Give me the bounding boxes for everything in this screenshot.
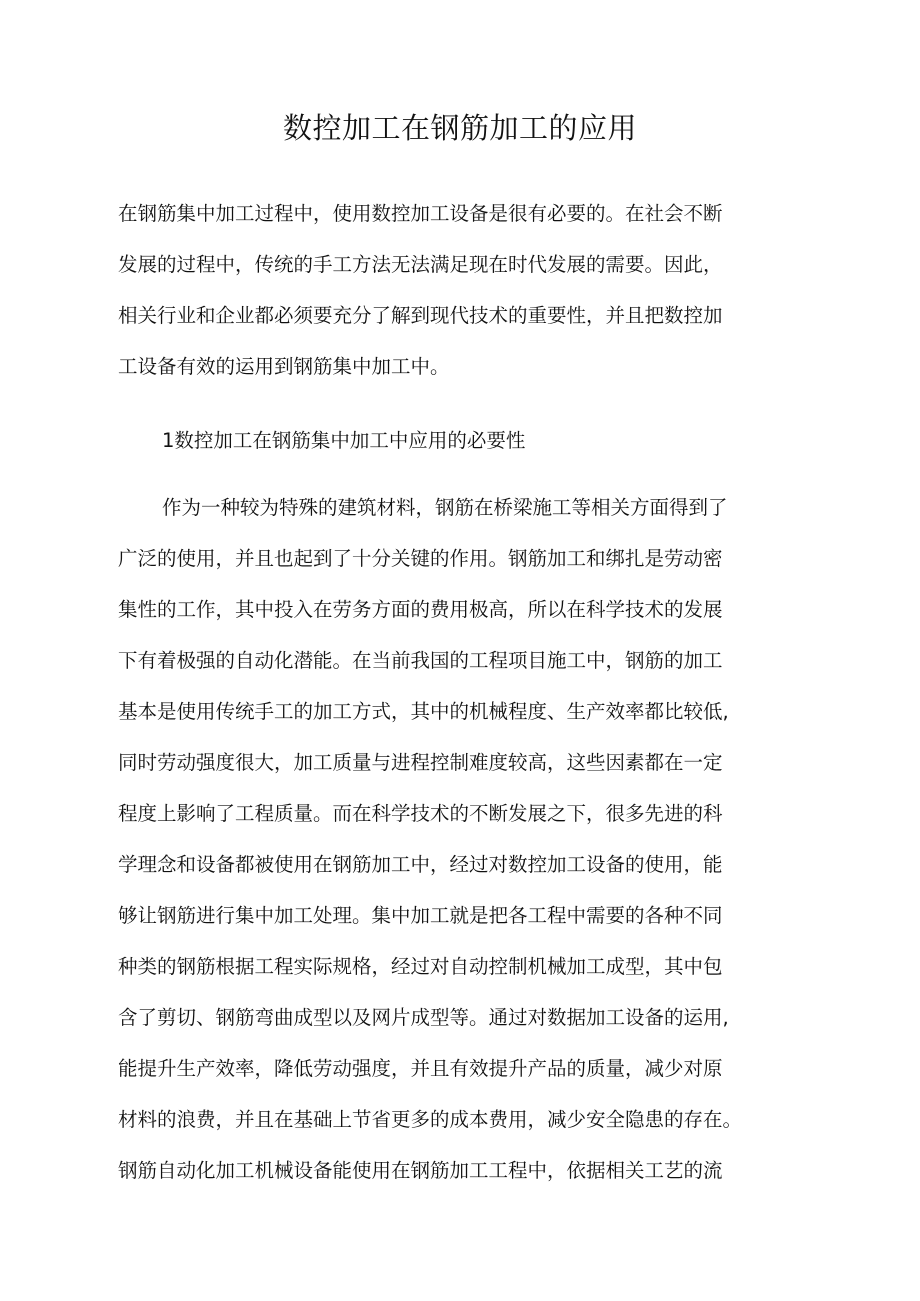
body-line: 下有着极强的自动化潜能。在当前我国的工程项目施工中，钢筋的加工 bbox=[118, 649, 723, 672]
intro-line: 工设备有效的运用到钢筋集中加工中。 bbox=[118, 355, 450, 378]
intro-line: 发展的过程中，传统的手工方法无法满足现在时代发展的需要。因此， bbox=[118, 253, 723, 276]
body-line: 作为一种较为特殊的建筑材料，钢筋在桥梁施工等相关方面得到了 bbox=[162, 496, 728, 519]
body-line: 含了剪切、钢筋弯曲成型以及网片成型等。通过对数据加工设备的运用, bbox=[118, 1006, 729, 1029]
body-line: 程度上影响了工程质量。而在科学技术的不断发展之下，很多先进的科 bbox=[118, 802, 723, 825]
section-heading: 1数控加工在钢筋集中加工中应用的必要性 bbox=[162, 429, 526, 452]
body-line: 集性的工作，其中投入在劳务方面的费用极高，所以在科学技术的发展 bbox=[118, 598, 723, 621]
body-line: 基本是使用传统手工的加工方式，其中的机械程度、生产效率都比较低, bbox=[118, 700, 729, 723]
body-line: 够让钢筋进行集中加工处理。集中加工就是把各工程中需要的各种不同 bbox=[118, 904, 723, 927]
document-title: 数控加工在钢筋加工的应用 bbox=[282, 111, 637, 145]
body-line: 学理念和设备都被使用在钢筋加工中，经过对数控加工设备的使用，能 bbox=[118, 853, 723, 876]
intro-line: 相关行业和企业都必须要充分了解到现代技术的重要性，并且把数控加 bbox=[118, 304, 723, 327]
body-line: 钢筋自动化加工机械设备能使用在钢筋加工工程中，依据相关工艺的流 bbox=[118, 1159, 723, 1182]
body-line: 广泛的使用，并且也起到了十分关键的作用。钢筋加工和绑扎是劳动密 bbox=[118, 547, 723, 570]
intro-line: 在钢筋集中加工过程中，使用数控加工设备是很有必要的。在社会不断 bbox=[118, 202, 723, 225]
body-line: 能提升生产效率，降低劳动强度，并且有效提升产品的质量，减少对原 bbox=[118, 1057, 723, 1080]
body-line: 种类的钢筋根据工程实际规格，经过对自动控制机械加工成型，其中包 bbox=[118, 955, 723, 978]
body-line: 同时劳动强度很大，加工质量与进程控制难度较高，这些因素都在一定 bbox=[118, 751, 723, 774]
body-line: 材料的浪费，并且在基础上节省更多的成本费用，减少安全隐患的存在。 bbox=[118, 1108, 743, 1131]
